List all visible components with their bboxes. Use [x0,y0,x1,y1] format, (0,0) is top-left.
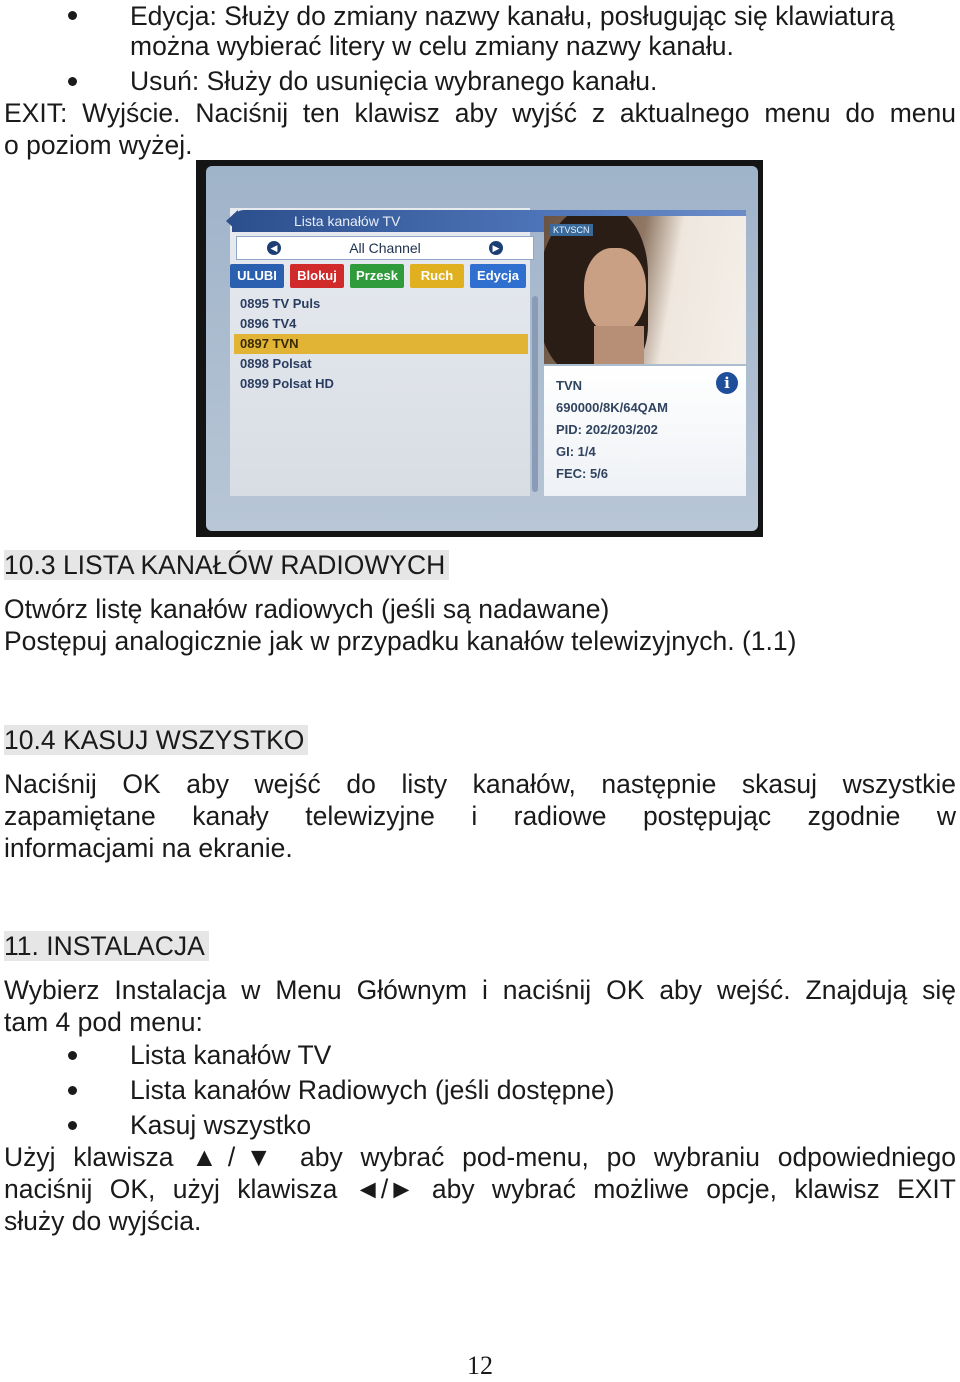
section-11-line2: tam 4 pod menu: [4,1007,203,1037]
channel-row: 0896 TV4 [240,316,297,331]
channel-group-selector [236,236,534,260]
list-scrollbar [532,296,538,492]
section-10-4-line3: informacjami na ekranie. [4,833,293,863]
channel-row: 0899 Polsat HD [240,376,334,391]
bullet-delete: Usuń: Służy do usunięcia wybranego kanału. [130,66,658,96]
channel-row-selected: 0897 TVN [234,334,528,354]
exit-line1: EXIT: Wyjście. Naciśnij ten klawisz aby wyjść z aktualnego menu do menu [4,98,956,128]
fav-button: ULUBI [230,264,284,288]
bullet-dot [68,1086,77,1095]
section-10-3-line2: Postępuj analogicznie jak w przypadku kanałów telewizyjnych. (1.1) [4,626,797,656]
section-10-3-line1: Otwórz listę kanałów radiowych (jeśli są nadawane) [4,594,610,624]
skip-button: Przesk [350,264,404,288]
menu-title-bar: Lista kanałów TV [232,210,746,232]
section-11-line1: Wybierz Instalacja w Menu Głównym i naciśnij OK aby wejść. Znajdują się [4,975,956,1005]
channel-row: 0895 TV Puls [240,296,321,311]
function-button-row [230,264,530,288]
page-number: 12 [467,1351,493,1380]
section-10-4-heading: 10.4 KASUJ WSZYSTKO [4,724,308,756]
section-10-4-line2: zapamiętane kanały telewizyjne i radiowe postępując zgodnie w [4,801,956,831]
tv-screen-photo [196,160,763,537]
info-gi: GI: 1/4 [556,444,596,459]
channel-info-pane [544,366,746,496]
info-frequency: 690000/8K/64QAM [556,400,669,415]
chevron-right-icon: ▶ [489,241,503,255]
submenu-item: Lista kanałów Radiowych (jeśli dostępne) [130,1075,615,1105]
edit-button: Edycja [470,264,526,288]
lock-button: Blokuj [290,264,344,288]
channel-list [234,294,528,394]
info-icon: i [716,372,738,394]
section-11-heading: 11. INSTALACJA [4,930,209,962]
bullet-edit-line1: Edycja: Służy do zmiany nazwy kanału, posługując się klawiaturą [130,1,895,31]
exit-line2: o poziom wyżej. [4,130,193,160]
section-10-3-heading: 10.3 LISTA KANAŁÓW RADIOWYCH [4,549,449,581]
bullet-dot [68,1121,77,1130]
bullet-edit-line2: można wybierać litery w celu zmiany nazwy kanału. [130,31,734,61]
submenu-item: Kasuj wszystko [130,1110,312,1140]
section-10-4-line1: Naciśnij OK aby wejść do listy kanałów, następnie skasuj wszystkie [4,769,956,799]
bullet-dot [68,1051,77,1060]
channel-row: 0898 Polsat [240,356,312,371]
info-channel-name: TVN [556,378,582,393]
section-11-nav-line2: naciśnij OK, użyj klawisza ◄/► aby wybrać możliwe opcje, klawisz EXIT [4,1174,956,1204]
section-11-nav-line3: służy do wyjścia. [4,1206,202,1236]
broadcaster-logo: KTVSCN [550,224,593,236]
bullet-dot [68,77,77,86]
tv-screen [206,166,758,531]
info-fec: FEC: 5/6 [556,466,609,481]
info-pid: PID: 202/203/202 [556,422,658,437]
chevron-left-icon: ◀ [267,241,281,255]
submenu-item: Lista kanałów TV [130,1040,332,1070]
bullet-dot [68,11,77,20]
video-preview [544,216,746,364]
section-11-nav-line1: Użyj klawisza ▲/▼ aby wybrać pod-menu, po wybraniu odpowiedniego [4,1142,956,1172]
channel-group-label: All Channel [349,240,421,256]
move-button: Ruch [410,264,464,288]
